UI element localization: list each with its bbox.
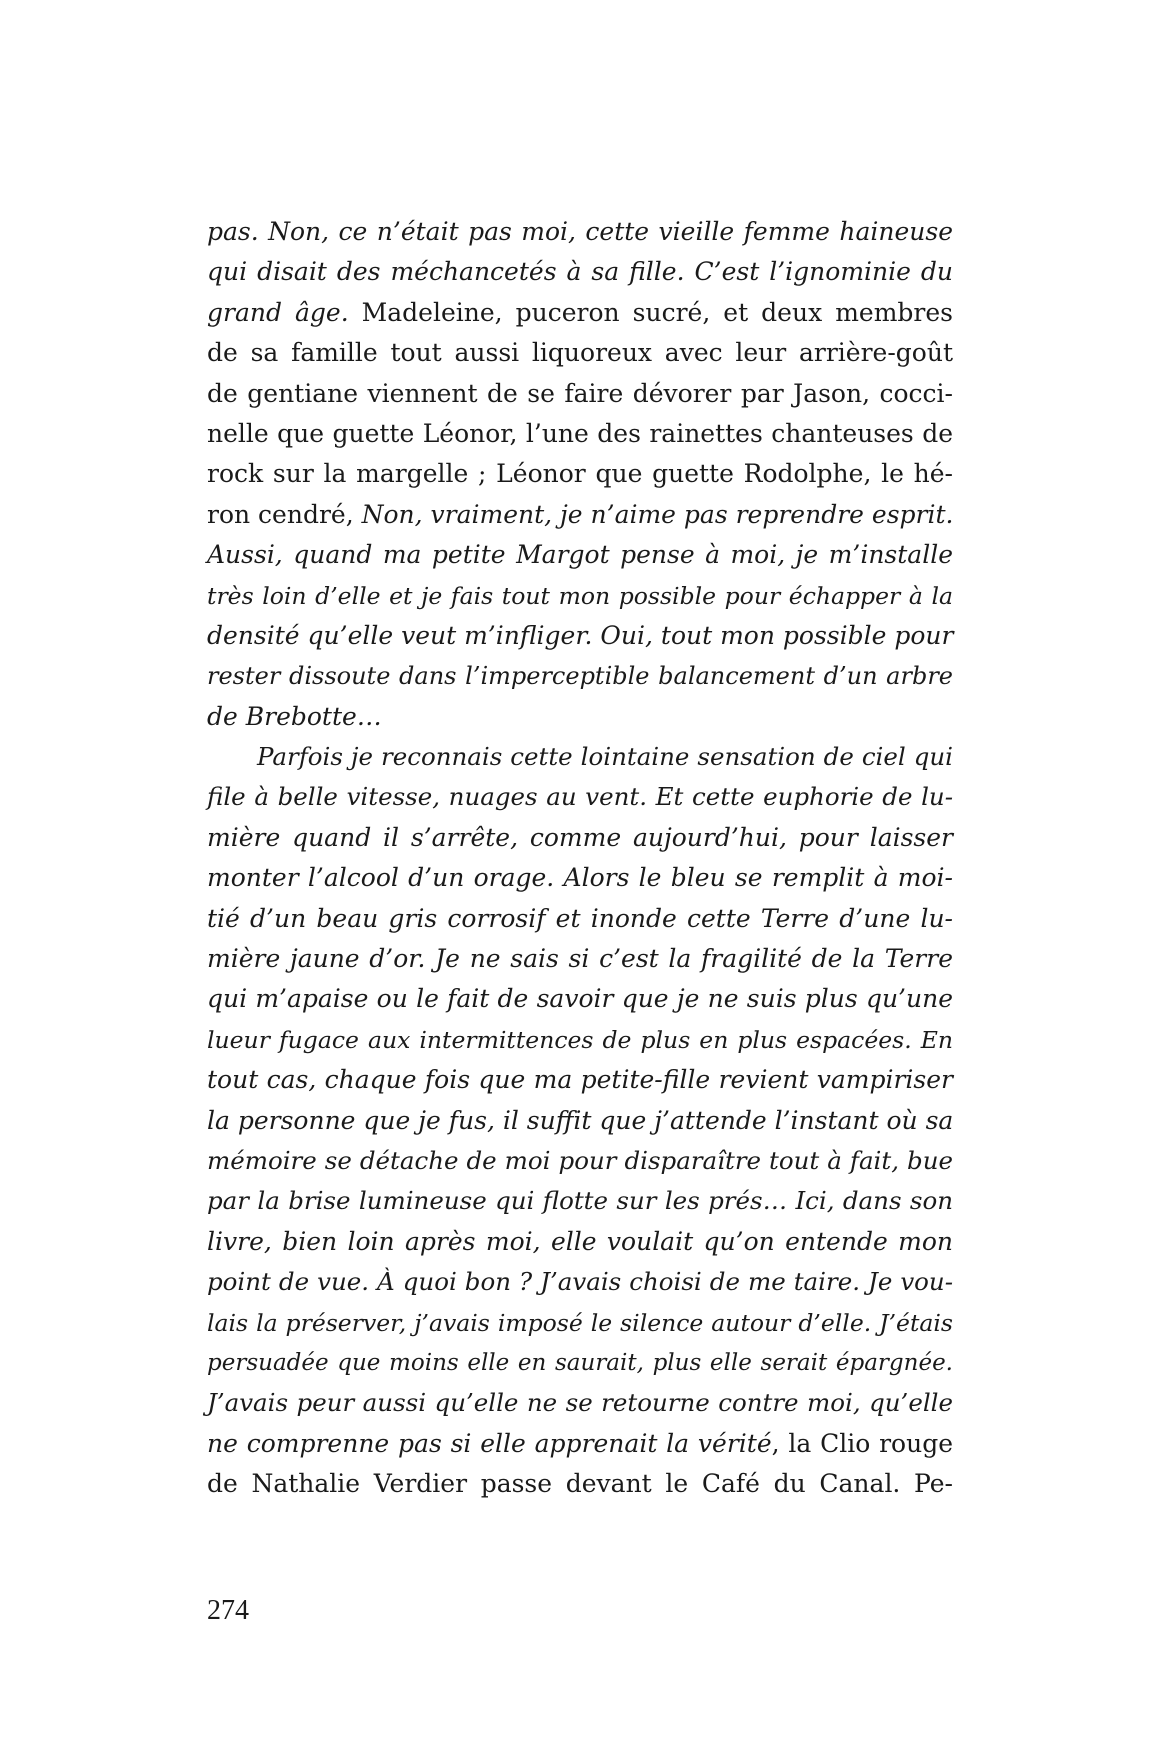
text-segment: tout cas, chaque fois que ma petite-fille revient vampiriser (207, 1065, 953, 1095)
text-segment: de gentiane viennent de se faire dévorer par Jason, cocci- (207, 378, 953, 408)
text-line (207, 1101, 953, 1141)
text-line (207, 656, 953, 696)
text-segment: Parfois je reconnais cette lointaine sensation de ciel qui (257, 742, 953, 772)
text-line (207, 1343, 953, 1383)
text-segment: monter l’alcool d’un orage. Alors le bleu se remplit à moi- (207, 863, 953, 893)
text-segment: qui disait des méchancetés à sa fille. C’est l’ignominie du (207, 257, 953, 287)
text-line (207, 495, 953, 535)
text-segment: Aussi, quand ma petite Margot pense à moi, je m’installe (207, 540, 953, 570)
text-segment: J’avais peur aussi qu’elle ne se retourne contre moi, qu’elle (207, 1388, 953, 1418)
text-segment: de Brebotte… (207, 701, 382, 731)
text-line (207, 858, 953, 898)
text-segment: ne comprenne pas si elle apprenait la vérité (207, 1428, 772, 1458)
text-line (207, 1060, 953, 1100)
text-line (207, 1181, 953, 1221)
text-segment: la personne que je fus, il suffit que j’attende l’instant où sa (207, 1105, 954, 1135)
text-line (207, 252, 953, 292)
body-text (207, 212, 953, 1505)
text-segment: nelle que guette Léonor, l’une des rainettes chanteuses de (207, 418, 953, 448)
text-line (207, 212, 953, 252)
text-segment: Madeleine, puceron sucré, et deux membres (348, 297, 953, 327)
text-segment: très loin d’elle et je fais tout mon possible pour échapper à la (207, 581, 953, 610)
text-segment: lais la préserver, j’avais imposé le silence autour d’elle. J’étais (207, 1308, 953, 1337)
text-line (207, 1303, 953, 1343)
text-line (207, 1424, 953, 1464)
text-segment: ron cendré, (207, 499, 362, 529)
text-line (207, 576, 953, 616)
text-line (207, 979, 953, 1019)
text-line (207, 737, 953, 777)
text-segment: mière jaune d’or. Je ne sais si c’est la fragilité de la Terre (207, 944, 953, 974)
text-line (207, 1141, 953, 1181)
text-line (207, 777, 953, 817)
text-line (207, 697, 953, 737)
text-segment: persuadée que moins elle en saurait, plus elle serait épargnée. (207, 1349, 953, 1376)
text-line (207, 818, 953, 858)
text-segment: rester dissoute dans l’imperceptible balancement d’un arbre (207, 662, 953, 691)
text-segment: densité qu’elle veut m’infliger. Oui, tout mon possible pour (207, 620, 954, 650)
text-segment: lueur fugace aux intermittences de plus en plus espacées. En (207, 1025, 953, 1054)
page-number: 274 (207, 1595, 249, 1626)
text-line (207, 454, 953, 494)
text-segment: par la brise lumineuse qui flotte sur les prés… Ici, dans son (207, 1186, 953, 1216)
text-segment: file à belle vitesse, nuages au vent. Et cette euphorie de lu- (207, 782, 953, 812)
text-line (207, 1262, 953, 1302)
text-line (207, 1464, 953, 1504)
text-line (207, 535, 953, 575)
text-segment: mière quand il s’arrête, comme aujourd’hui, pour laisser (207, 822, 953, 852)
text-line (207, 616, 953, 656)
text-line (207, 939, 953, 979)
text-segment: mémoire se détache de moi pour disparaître tout à fait, bue (207, 1145, 953, 1175)
text-segment: qui m’apaise ou le fait de savoir que je ne suis plus qu’une (207, 984, 953, 1014)
text-line (207, 1020, 953, 1060)
text-line (207, 899, 953, 939)
text-segment: point de vue. À quoi bon ? J’avais choisi de me taire. Je vou- (207, 1267, 953, 1297)
text-segment: Non, vraiment, je n’aime pas reprendre esprit. (361, 499, 954, 529)
text-segment: de sa famille tout aussi liquoreux avec leur arrière-goût (207, 338, 953, 368)
text-segment: livre, bien loin après moi, elle voulait qu’on entende mon (207, 1226, 953, 1256)
text-segment: pas. Non, ce n’était pas moi, cette vieille femme haineuse (207, 217, 953, 246)
text-segment: tié d’un beau gris corrosif et inonde cette Terre d’une lu- (207, 903, 953, 933)
text-segment: de Nathalie Verdier passe devant le Café du Canal. Pe- (207, 1469, 953, 1499)
text-line (207, 414, 953, 454)
text-segment: , la Clio rouge (771, 1428, 953, 1458)
text-segment: rock sur la margelle ; Léonor que guette Rodolphe, le hé- (207, 459, 953, 489)
text-line (207, 293, 953, 333)
text-segment: grand âge. (207, 297, 349, 327)
text-line (207, 1383, 953, 1423)
text-line (207, 374, 953, 414)
text-line (207, 1222, 953, 1262)
text-line (207, 333, 953, 373)
